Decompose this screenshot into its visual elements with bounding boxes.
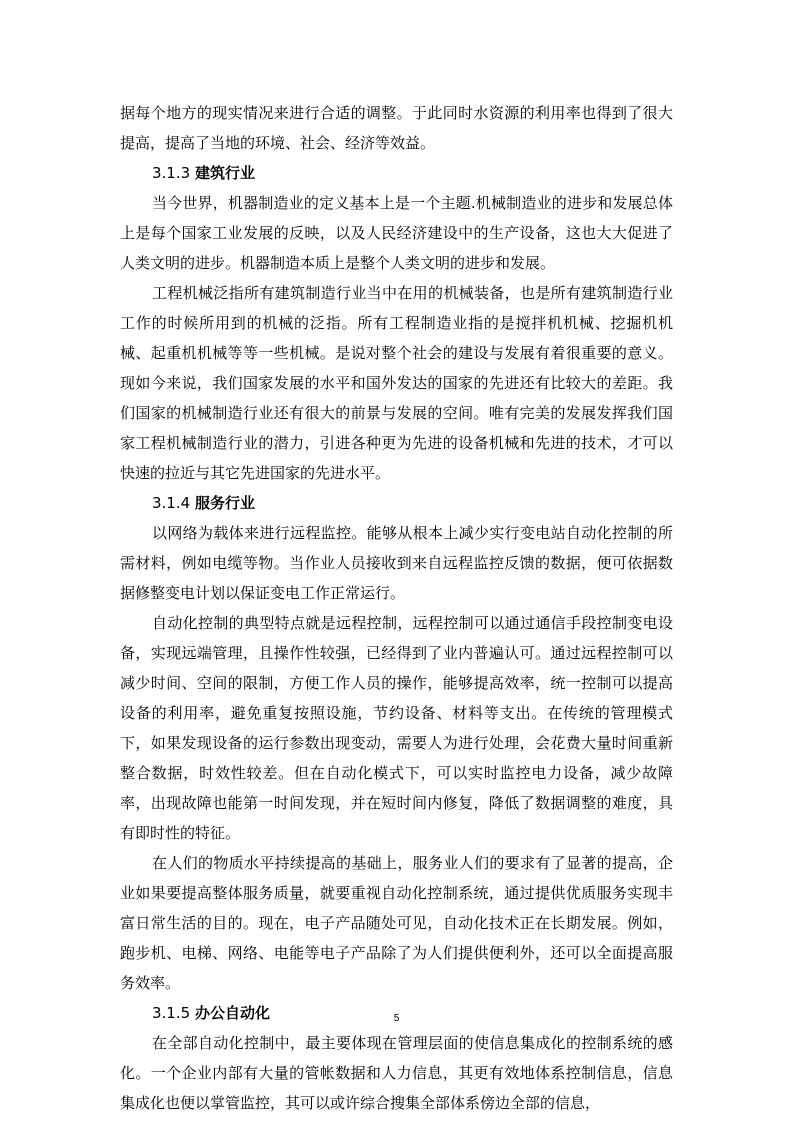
- paragraph: 工程机械泛指所有建筑制造行业当中在用的机械装备，也是所有建筑制造行业工作的时候所用到的机械的泛指。所有工程制造业指的是搅拌机机械、挖掘机机械、起重机机械等等一些机械。是说对整个社会的建设与发展有着很重要的意义。现如今来说，我们国家发展的水平和国外发达的国家的先进还有比较大的差距。我们国家的机械制造行业还有很大的前景与发展的空间。唯有完美的发展发挥我们国家工程机械制造行业的潜力，引进各种更为先进的设备机械和先进的技术，才可以快速的拉近与其它先进国家的先进水平。: [120, 284, 673, 482]
- section-number: 3.1.3: [152, 164, 191, 182]
- paragraph: 据每个地方的现实情况来进行合适的调整。于此同时水资源的利用率也得到了很大提高，提高了当地的环境、社会、经济等效益。: [120, 104, 673, 152]
- body-text: [120, 98, 673, 1118]
- paragraph: 在人们的物质水平持续提高的基础上，服务业人们的要求有了显著的提高，企业如果要提高整体服务质量，就要重视自动化控制系统，通过提供优质服务实现丰富日常生活的目的。现在，电子产品随处可见，自动化技术正在长期发展。例如，跑步机、电梯、网络、电能等电子产品除了为人们提供便利外，还可以全面提高服务效率。: [120, 854, 673, 992]
- paragraph: 当今世界，机器制造业的定义基本上是一个主题.机械制造业的进步和发展总体上是每个国家工业发展的反映，以及人民经济建设中的生产设备，这也大大促进了人类文明的进步。机器制造本质上是整个人类文明的进步和发展。: [120, 194, 673, 272]
- section-number: 3.1.4: [152, 494, 191, 512]
- section-heading: [120, 488, 673, 518]
- section-title: 建筑行业: [194, 164, 255, 182]
- paragraph: 以网络为载体来进行远程监控。能够从根本上减少实行变电站自动化控制的所需材料，例如电缆等物。当作业人员接收到来自远程监控反馈的数据，便可依据数据修整变电计划以保证变电工作正常运行。: [120, 524, 673, 602]
- section-title: 办公自动化: [194, 1004, 270, 1022]
- paragraph: 在全部自动化控制中，最主要体现在管理层面的使信息集成化的控制系统的感化。一个企业内部有大量的管帐数据和人力信息，其更有效地体系控制信息，信息集成化也便以掌管监控，其可以或许综合搜集全部体系傍边全部的信息，: [120, 1034, 673, 1112]
- page-number: 5: [393, 1013, 400, 1024]
- section-heading: [120, 158, 673, 188]
- section-number: 3.1.5: [152, 1004, 191, 1022]
- section-title: 服务行业: [194, 494, 255, 512]
- paragraph: 自动化控制的典型特点就是远程控制，远程控制可以通过通信手段控制变电设备，实现远端管理，且操作性较强，已经得到了业内普遍认可。通过远程控制可以减少时间、空间的限制，方便工作人员的操作，能够提高效率，统一控制可以提高设备的利用率，避免重复按照设施，节约设备、材料等支出。在传统的管理模式下，如果发现设备的运行参数出现变动，需要人为进行处理，会花费大量时间重新整合数据，时效性较差。但在自动化模式下，可以实时监控电力设备，减少故障率，出现故障也能第一时间发现，并在短时间内修复，降低了数据调整的难度，具有即时性的特征。: [120, 614, 673, 842]
